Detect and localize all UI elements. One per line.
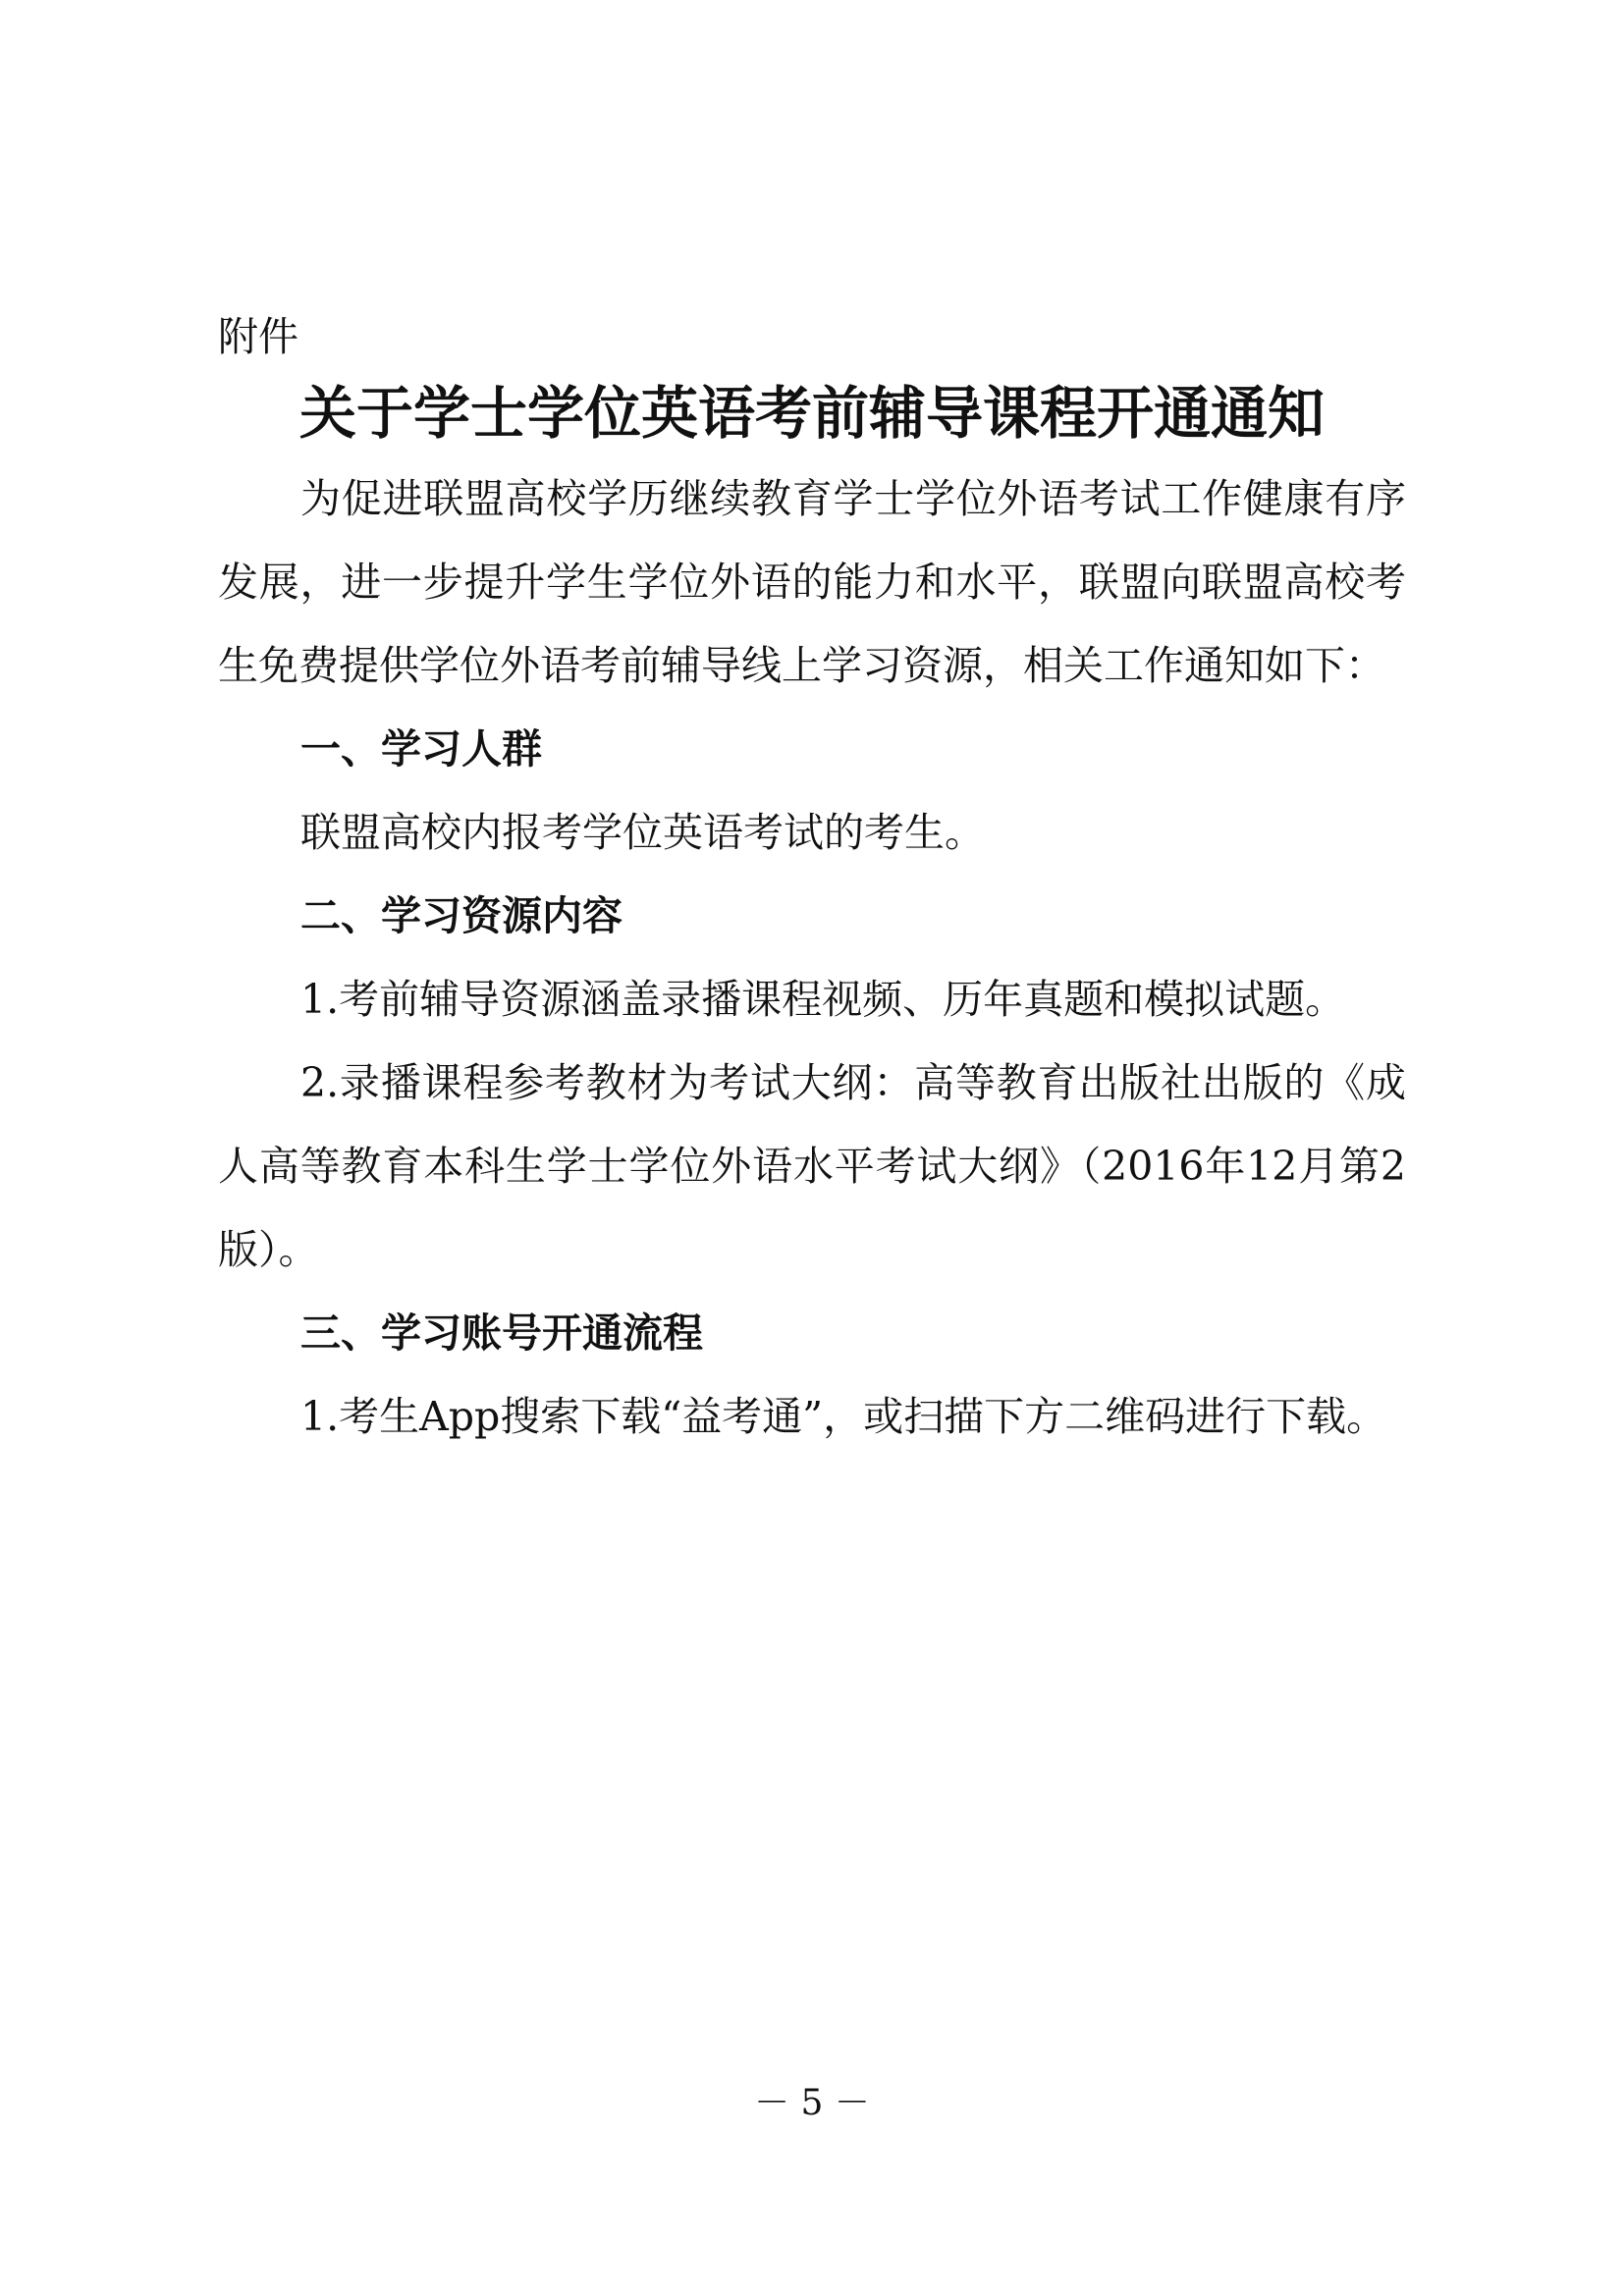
section-heading-learners: 一、学习人群 (300, 725, 542, 773)
learners-paragraph: 联盟高校内报考学位英语考试的考生。 (300, 809, 985, 856)
intro-paragraph: 为促进联盟高校学历继续教育学士学位外语考试工作健康有序发展，进一步提升学生学位外语的能力和水平，联盟向联盟高校考生免费提供学位外语考前辅导线上学习资源，相关工作通知如下： (218, 475, 1406, 689)
attachment-label: 附件 (218, 313, 298, 360)
resources-paragraph-2: 2.录播课程参考教材为考试大纲：高等教育出版社出版的《成人高等教育本科生学士学位外语水平考试大纲》（2016年12月第2版）。 (218, 1059, 1406, 1273)
section-heading-resources: 二、学习资源内容 (300, 892, 623, 939)
resources-paragraph-1: 1.考前辅导资源涵盖录播课程视频、历年真题和模拟试题。 (300, 976, 1346, 1023)
document-title: 关于学士学位英语考前辅导课程开通通知 (298, 380, 1325, 447)
account-paragraph-1: 1.考生App搜索下载“益考通”，或扫描下方二维码进行下载。 (300, 1393, 1387, 1440)
page-number: － 5 － (754, 2083, 870, 2123)
section-heading-account: 三、学习账号开通流程 (300, 1309, 703, 1357)
document-body (218, 457, 1406, 1459)
